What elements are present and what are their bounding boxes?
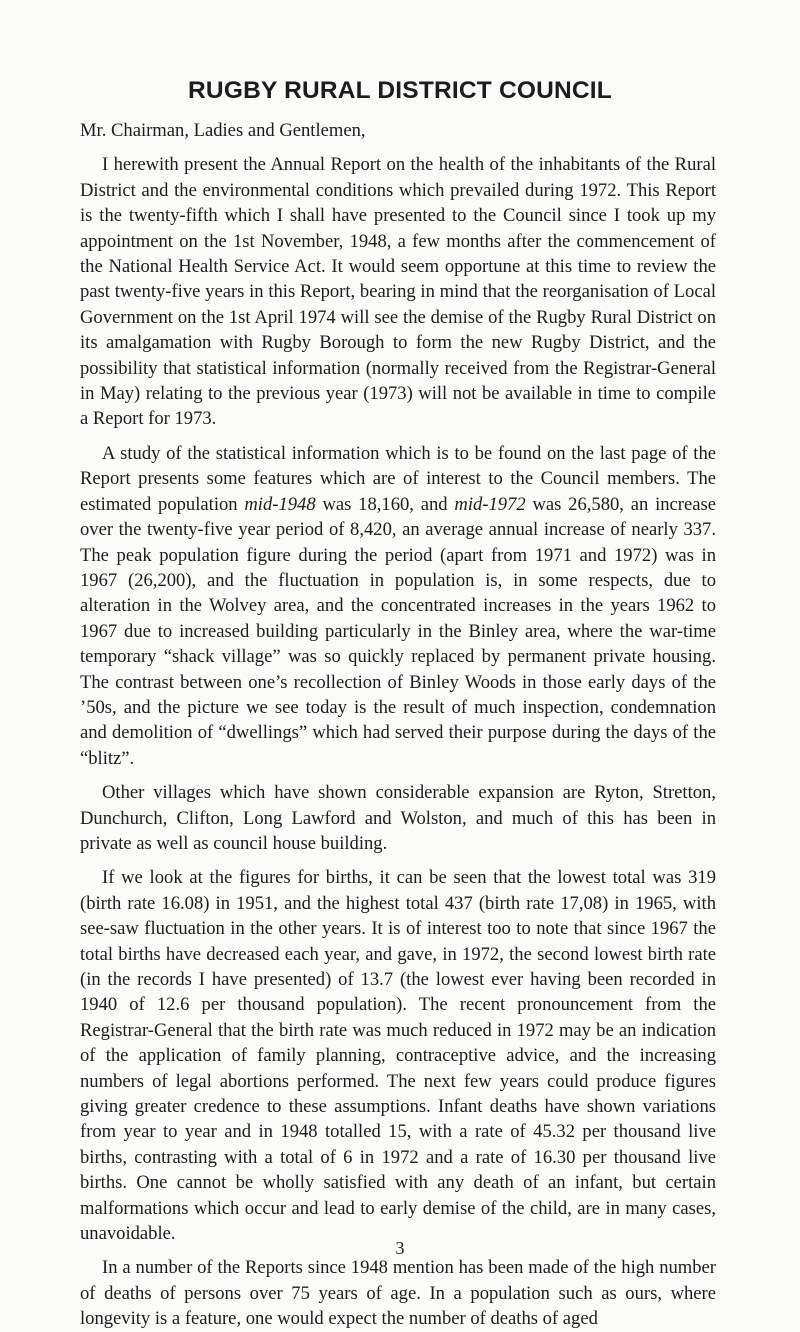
paragraph-text: was 26,580, an increase over the twenty-five year period of 8,420, an average annual increase of nearly 337. The peak population figure during the period (apart from 1971 and 1972) was in 1967 (26,200), and the fluctuation in population is, in some respects, due to alteration in the Wolvey area, and the concentrated increases in the years 1962 to 1967 due to increased building particularly in the Binley area, where the war-time temporary “shack village” was so quickly replaced by permanent private housing. The contrast between one’s recollection of Binley Woods in those early days of the ’50s, and the picture we see today is the result of much inspection, condemnation and demolition of “dwellings” which had served their purpose during the days of the “blitz”. xyxy=(80,493,716,769)
paragraph-text: was 18,160, and xyxy=(315,493,455,515)
italic-year: mid-1972 xyxy=(454,493,526,515)
paragraph-text: A study of the statistical information which is to be found on the last page of the Report presents some features which are of interest to the Council members. The estimated population xyxy=(80,442,716,515)
paragraph-villages: Other villages which have shown considerable expansion are Ryton, Stretton, Dunchurch, Clifton, Long Lawford and Wolston, and much of this has been in private as well as council house building. xyxy=(80,782,716,854)
paragraph-births: If we look at the figures for births, it can be seen that the lowest total was 319 (birth rate 16.08) in 1951, and the highest total 437 (birth rate 17,08) in 1965, with see-saw fluctuation in the other years. It is of interest too to note that since 1967 the total births have decreased each year, and gave, in 1972, the second lowest birth rate (in the records I have presented) of 13.7 (the lowest ever having been recorded in 1940 of 12.6 per thousand population). The recent pronouncement from the Registrar-General that the birth rate was much reduced in 1972 may be an indication of the application of family planning, contraceptive advice, and the increasing numbers of legal abortions performed. The next few years could produce figures giving greater credence to these assumptions. Infant deaths have shown variations from year to year and in 1948 totalled 15, with a rate of 45.32 per thousand live births, contrasting with a total of 6 in 1972 and a rate of 16.30 per thousand live births. One cannot be wholly satisfied with any death of an infant, but certain malformations which occur and lead to early demise of the child, are in many cases, unavoidable. xyxy=(80,867,716,1245)
page-number: 3 xyxy=(395,1238,405,1258)
page-title: RUGBY RURAL DISTRICT COUNCIL xyxy=(188,77,612,104)
report-body xyxy=(80,118,716,1332)
italic-year: mid-1948 xyxy=(244,493,316,515)
paragraph-deaths: In a number of the Reports since 1948 mention has been made of the high number of deaths of persons over 75 years of age. In a population such as ours, where longevity is a feature, one would expect the number of deaths of aged xyxy=(80,1257,716,1330)
paragraph-population xyxy=(80,441,716,771)
salutation: Mr. Chairman, Ladies and Gentlemen, xyxy=(80,120,366,141)
paragraph-introduction: I herewith present the Annual Report on the health of the inhabitants of the Rural District and the environmental conditions which prevailed during 1972. This Report is the twenty-fifth which I shall have presented to the Council since I took up my appointment on the 1st November, 1948, a few months after the commencement of the National Health Service Act. It would seem opportune at this time to review the past twenty-five years in this Report, bearing in mind that the reorganisation of Local Government on the 1st April 1974 will see the demise of the Rugby Rural District on its amalgamation with Rugby Borough to form the new Rugby District, and the possibility that statistical information (normally received from the Registrar-General in May) relating to the previous year (1973) will not be available in time to compile a Report for 1973. xyxy=(80,154,716,430)
